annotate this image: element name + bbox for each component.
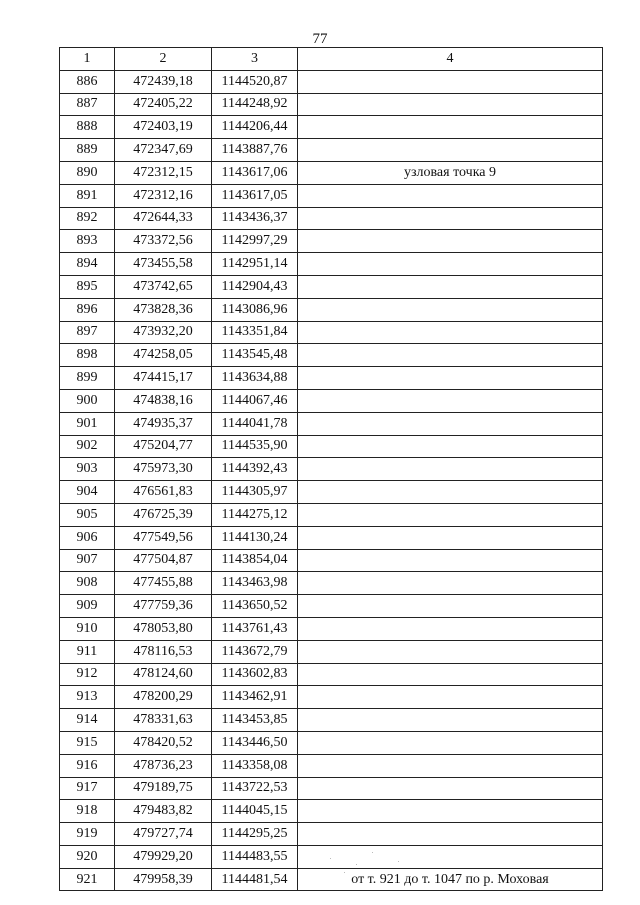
note-cell <box>298 389 603 412</box>
x-coordinate-cell: 473372,56 <box>115 230 212 253</box>
point-number-cell: 920 <box>60 845 115 868</box>
point-number-cell: 918 <box>60 800 115 823</box>
table-row <box>60 868 603 891</box>
note-cell <box>298 298 603 321</box>
note-cell <box>298 709 603 732</box>
note-cell <box>298 754 603 777</box>
point-number-cell: 889 <box>60 139 115 162</box>
table-row <box>60 481 603 504</box>
y-coordinate-cell: 1143453,85 <box>212 709 298 732</box>
note-cell: от т. 921 до т. 1047 по р. Моховая <box>298 868 603 891</box>
table-row <box>60 230 603 253</box>
y-coordinate-cell: 1142951,14 <box>212 253 298 276</box>
point-number-cell: 915 <box>60 731 115 754</box>
point-number-cell: 897 <box>60 321 115 344</box>
x-coordinate-cell: 474415,17 <box>115 367 212 390</box>
point-number-cell: 916 <box>60 754 115 777</box>
note-cell <box>298 800 603 823</box>
point-number-cell: 902 <box>60 435 115 458</box>
x-coordinate-cell: 473828,36 <box>115 298 212 321</box>
point-number-cell: 913 <box>60 686 115 709</box>
point-number-cell: 921 <box>60 868 115 891</box>
note-cell <box>298 412 603 435</box>
note-cell <box>298 367 603 390</box>
y-coordinate-cell: 1143436,37 <box>212 207 298 230</box>
point-number-cell: 886 <box>60 70 115 93</box>
y-coordinate-cell: 1144206,44 <box>212 116 298 139</box>
x-coordinate-cell: 474258,05 <box>115 344 212 367</box>
note-cell <box>298 93 603 116</box>
y-coordinate-cell: 1144248,92 <box>212 93 298 116</box>
table-row <box>60 777 603 800</box>
point-number-cell: 908 <box>60 572 115 595</box>
note-cell <box>298 321 603 344</box>
table-row <box>60 572 603 595</box>
y-coordinate-cell: 1142997,29 <box>212 230 298 253</box>
point-number-cell: 899 <box>60 367 115 390</box>
y-coordinate-cell: 1143463,98 <box>212 572 298 595</box>
table-row <box>60 161 603 184</box>
point-number-cell: 887 <box>60 93 115 116</box>
point-number-cell: 894 <box>60 253 115 276</box>
table-row <box>60 458 603 481</box>
note-cell <box>298 845 603 868</box>
table-row <box>60 275 603 298</box>
y-coordinate-cell: 1143545,48 <box>212 344 298 367</box>
point-number-cell: 907 <box>60 549 115 572</box>
table-header-row <box>60 48 603 71</box>
scan-speck <box>398 861 399 862</box>
point-number-cell: 893 <box>60 230 115 253</box>
note-cell <box>298 823 603 846</box>
x-coordinate-cell: 479958,39 <box>115 868 212 891</box>
table-row <box>60 549 603 572</box>
point-number-cell: 910 <box>60 617 115 640</box>
x-coordinate-cell: 477549,56 <box>115 526 212 549</box>
y-coordinate-cell: 1144041,78 <box>212 412 298 435</box>
table-row <box>60 389 603 412</box>
y-coordinate-cell: 1144481,54 <box>212 868 298 891</box>
x-coordinate-cell: 479483,82 <box>115 800 212 823</box>
point-number-cell: 911 <box>60 640 115 663</box>
column-header-y: 3 <box>212 48 298 71</box>
note-cell <box>298 184 603 207</box>
table-row <box>60 709 603 732</box>
table-row <box>60 116 603 139</box>
point-number-cell: 919 <box>60 823 115 846</box>
point-number-cell: 896 <box>60 298 115 321</box>
x-coordinate-cell: 475973,30 <box>115 458 212 481</box>
note-cell <box>298 70 603 93</box>
note-cell <box>298 435 603 458</box>
note-cell <box>298 686 603 709</box>
column-header-point: 1 <box>60 48 115 71</box>
note-cell <box>298 572 603 595</box>
note-cell <box>298 549 603 572</box>
y-coordinate-cell: 1143602,83 <box>212 663 298 686</box>
table-row <box>60 595 603 618</box>
x-coordinate-cell: 474838,16 <box>115 389 212 412</box>
y-coordinate-cell: 1144275,12 <box>212 503 298 526</box>
note-cell <box>298 458 603 481</box>
x-coordinate-cell: 472312,16 <box>115 184 212 207</box>
table-row <box>60 845 603 868</box>
note-cell <box>298 777 603 800</box>
note-cell <box>298 526 603 549</box>
y-coordinate-cell: 1144392,43 <box>212 458 298 481</box>
column-header-note: 4 <box>298 48 603 71</box>
table-row <box>60 800 603 823</box>
x-coordinate-cell: 478200,29 <box>115 686 212 709</box>
point-number-cell: 898 <box>60 344 115 367</box>
x-coordinate-cell: 474935,37 <box>115 412 212 435</box>
scan-speck <box>344 872 345 873</box>
point-number-cell: 895 <box>60 275 115 298</box>
y-coordinate-cell: 1144483,55 <box>212 845 298 868</box>
y-coordinate-cell: 1142904,43 <box>212 275 298 298</box>
y-coordinate-cell: 1143446,50 <box>212 731 298 754</box>
y-coordinate-cell: 1144520,87 <box>212 70 298 93</box>
point-number-cell: 891 <box>60 184 115 207</box>
y-coordinate-cell: 1144295,25 <box>212 823 298 846</box>
x-coordinate-cell: 473742,65 <box>115 275 212 298</box>
x-coordinate-cell: 472405,22 <box>115 93 212 116</box>
x-coordinate-cell: 472439,18 <box>115 70 212 93</box>
y-coordinate-cell: 1143672,79 <box>212 640 298 663</box>
note-cell <box>298 595 603 618</box>
point-number-cell: 909 <box>60 595 115 618</box>
x-coordinate-cell: 472403,19 <box>115 116 212 139</box>
x-coordinate-cell: 478053,80 <box>115 617 212 640</box>
table-row <box>60 435 603 458</box>
x-coordinate-cell: 477759,36 <box>115 595 212 618</box>
y-coordinate-cell: 1143351,84 <box>212 321 298 344</box>
y-coordinate-cell: 1143650,52 <box>212 595 298 618</box>
table-row <box>60 321 603 344</box>
table-row <box>60 70 603 93</box>
point-number-cell: 900 <box>60 389 115 412</box>
point-number-cell: 917 <box>60 777 115 800</box>
scan-speck <box>356 864 357 865</box>
table-row <box>60 617 603 640</box>
y-coordinate-cell: 1143634,88 <box>212 367 298 390</box>
y-coordinate-cell: 1144067,46 <box>212 389 298 412</box>
point-number-cell: 888 <box>60 116 115 139</box>
x-coordinate-cell: 478736,23 <box>115 754 212 777</box>
table-row <box>60 731 603 754</box>
x-coordinate-cell: 473455,58 <box>115 253 212 276</box>
note-cell <box>298 663 603 686</box>
table-row <box>60 526 603 549</box>
coordinates-table <box>59 47 603 891</box>
table-row <box>60 367 603 390</box>
note-cell <box>298 139 603 162</box>
y-coordinate-cell: 1143761,43 <box>212 617 298 640</box>
x-coordinate-cell: 478420,52 <box>115 731 212 754</box>
note-cell <box>298 275 603 298</box>
point-number-cell: 892 <box>60 207 115 230</box>
note-cell <box>298 207 603 230</box>
table-row <box>60 412 603 435</box>
x-coordinate-cell: 472312,15 <box>115 161 212 184</box>
x-coordinate-cell: 477455,88 <box>115 572 212 595</box>
x-coordinate-cell: 478331,63 <box>115 709 212 732</box>
y-coordinate-cell: 1143887,76 <box>212 139 298 162</box>
x-coordinate-cell: 479189,75 <box>115 777 212 800</box>
y-coordinate-cell: 1144305,97 <box>212 481 298 504</box>
note-cell <box>298 253 603 276</box>
table-row <box>60 686 603 709</box>
point-number-cell: 906 <box>60 526 115 549</box>
x-coordinate-cell: 478124,60 <box>115 663 212 686</box>
y-coordinate-cell: 1143854,04 <box>212 549 298 572</box>
y-coordinate-cell: 1144130,24 <box>212 526 298 549</box>
note-cell <box>298 731 603 754</box>
point-number-cell: 912 <box>60 663 115 686</box>
note-cell <box>298 116 603 139</box>
table-row <box>60 344 603 367</box>
table-row <box>60 754 603 777</box>
point-number-cell: 905 <box>60 503 115 526</box>
column-header-x: 2 <box>115 48 212 71</box>
x-coordinate-cell: 472644,33 <box>115 207 212 230</box>
y-coordinate-cell: 1143358,08 <box>212 754 298 777</box>
note-cell <box>298 230 603 253</box>
note-cell: узловая точка 9 <box>298 161 603 184</box>
table-row <box>60 298 603 321</box>
table-body <box>60 70 603 891</box>
x-coordinate-cell: 476561,83 <box>115 481 212 504</box>
page-number: 77 <box>312 31 328 47</box>
note-cell <box>298 640 603 663</box>
table-row <box>60 503 603 526</box>
y-coordinate-cell: 1143086,96 <box>212 298 298 321</box>
table-row <box>60 253 603 276</box>
scan-speck <box>330 858 331 859</box>
note-cell <box>298 503 603 526</box>
y-coordinate-cell: 1144045,15 <box>212 800 298 823</box>
x-coordinate-cell: 476725,39 <box>115 503 212 526</box>
table-row <box>60 640 603 663</box>
y-coordinate-cell: 1144535,90 <box>212 435 298 458</box>
point-number-cell: 890 <box>60 161 115 184</box>
x-coordinate-cell: 478116,53 <box>115 640 212 663</box>
scan-speck <box>372 852 373 853</box>
point-number-cell: 901 <box>60 412 115 435</box>
note-cell <box>298 617 603 640</box>
x-coordinate-cell: 472347,69 <box>115 139 212 162</box>
point-number-cell: 903 <box>60 458 115 481</box>
table-row <box>60 184 603 207</box>
y-coordinate-cell: 1143617,05 <box>212 184 298 207</box>
x-coordinate-cell: 479929,20 <box>115 845 212 868</box>
y-coordinate-cell: 1143462,91 <box>212 686 298 709</box>
point-number-cell: 904 <box>60 481 115 504</box>
note-cell <box>298 344 603 367</box>
table-row <box>60 663 603 686</box>
table-row <box>60 823 603 846</box>
note-cell <box>298 481 603 504</box>
point-number-cell: 914 <box>60 709 115 732</box>
x-coordinate-cell: 473932,20 <box>115 321 212 344</box>
y-coordinate-cell: 1143617,06 <box>212 161 298 184</box>
x-coordinate-cell: 477504,87 <box>115 549 212 572</box>
x-coordinate-cell: 479727,74 <box>115 823 212 846</box>
table-row <box>60 139 603 162</box>
table-row <box>60 207 603 230</box>
y-coordinate-cell: 1143722,53 <box>212 777 298 800</box>
x-coordinate-cell: 475204,77 <box>115 435 212 458</box>
table-row <box>60 93 603 116</box>
